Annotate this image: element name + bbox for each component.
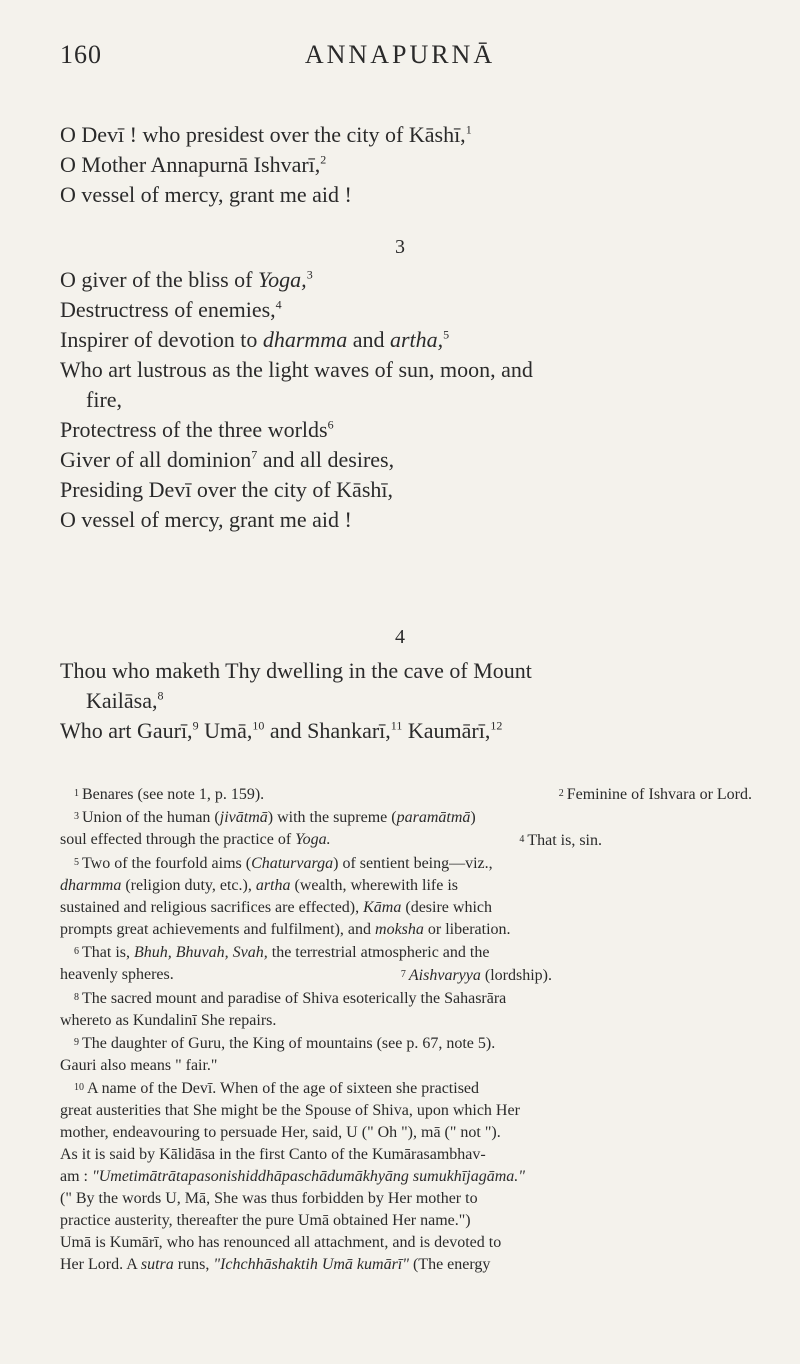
footnote-4: 4 That is, sin.: [519, 832, 602, 849]
footnote-3-cont: soul effected through the practice of Yoga.: [60, 831, 331, 848]
verse-line: Who art Gaurī,$^9$ Umā,$^{10}$ and Shankarī,$^{11}$ Kaumārī,$^{12}$: [60, 718, 503, 743]
page-header: [60, 40, 740, 80]
footnotes: [60, 783, 752, 1276]
footnote-row: [60, 783, 752, 806]
page-number: 160: [60, 40, 102, 69]
verse-line: Kailāsa,$^8$: [86, 688, 164, 713]
verse-2-tail: [60, 120, 745, 210]
verse-number: 3: [395, 236, 405, 258]
footnote-10-cont: am : "Umetimātrātapasonishiddhāpaschādumākhyāng sumukhījagāma.": [60, 1168, 525, 1185]
footnote-10-cont: Her Lord. A sutra runs, "Ichchhāshaktih Umā kumārī" (The energy: [60, 1256, 491, 1273]
footnote-5-cont: sustained and religious sacrifices are effected), Kāma (desire which: [60, 899, 492, 916]
verse-line: O Devī ! who presidest over the city of Kāshī,$^1$: [60, 122, 472, 147]
verse-line: Thou who maketh Thy dwelling in the cave of Mount: [60, 658, 532, 683]
footnote-3: 3 Union of the human (jivātmā) with the supreme (paramātmā): [74, 809, 476, 826]
footnote-6: 6 That is, Bhuh, Bhuvah, Svah, the terrestrial atmospheric and the: [74, 944, 490, 961]
verse-line: fire,: [86, 387, 123, 412]
footnote-row: [60, 829, 752, 852]
verse-line: O vessel of mercy, grant me aid !: [60, 507, 352, 532]
verse-line: Presiding Devī over the city of Kāshī,: [60, 477, 393, 502]
verse-line: Protectress of the three worlds$^6$: [60, 417, 334, 442]
footnote-5-cont: prompts great achievements and fulfilment), and moksha or liberation.: [60, 921, 511, 938]
verse-3: [60, 265, 745, 535]
verse-number: 4: [395, 626, 405, 648]
footnote-8: 8 The sacred mount and paradise of Shiva esoterically the Sahasrāra: [74, 990, 507, 1007]
footnote-7: 7 Aishvaryya (lordship).: [400, 967, 552, 984]
verse-line: O Mother Annapurnā Ishvarī,$^2$: [60, 152, 327, 177]
footnote-10-cont: great austerities that She might be the Spouse of Shiva, upon which Her: [60, 1102, 520, 1119]
verse-line: O vessel of mercy, grant me aid !: [60, 182, 352, 207]
verse-line: Giver of all dominion$^7$ and all desires,: [60, 447, 395, 472]
footnote-10-cont: As it is said by Kālidāsa in the first Canto of the Kumārasambhav-: [60, 1146, 486, 1163]
footnote-10-cont: mother, endeavouring to persuade Her, said, U (" Oh "), mā (" not ").: [60, 1124, 501, 1141]
footnote-5-cont: dharmma (religion duty, etc.), artha (wealth, wherewith life is: [60, 877, 458, 894]
verse-4: [60, 656, 745, 746]
footnote-2: 2 Feminine of Ishvara or Lord.: [558, 786, 752, 803]
verse-line: Destructress of enemies,$^4$: [60, 297, 282, 322]
footnote-8-cont: whereto as Kundalinī She repairs.: [60, 1012, 277, 1029]
footnote-10-cont: practice austerity, thereafter the pure Umā obtained Her name."): [60, 1212, 471, 1229]
footnote-1: 1 Benares (see note 1, p. 159).: [74, 786, 265, 803]
footnote-row: [60, 964, 752, 987]
footnote-6-cont: heavenly spheres.: [60, 966, 174, 983]
footnote-10-cont: Umā is Kumārī, who has renounced all attachment, and is devoted to: [60, 1234, 502, 1251]
verse-line: O giver of the bliss of Yoga,$^3$: [60, 267, 313, 292]
footnote-9-cont: Gauri also means " fair.": [60, 1057, 218, 1074]
running-title: ANNAPURNĀ: [304, 40, 496, 69]
footnote-10: 10 A name of the Devī. When of the age of sixteen she practised: [74, 1080, 480, 1097]
verse-line: Who art lustrous as the light waves of sun, moon, and: [60, 357, 533, 382]
verse-line: Inspirer of devotion to dharmma and artha,$^5$: [60, 327, 450, 352]
footnote-10-cont: (" By the words U, Mā, She was thus forbidden by Her mother to: [60, 1190, 478, 1207]
footnote-9: 9 The daughter of Guru, the King of mountains (see p. 67, note 5).: [74, 1035, 496, 1052]
footnote-5: 5 Two of the fourfold aims (Chaturvarga) of sentient being—viz.,: [74, 855, 493, 872]
